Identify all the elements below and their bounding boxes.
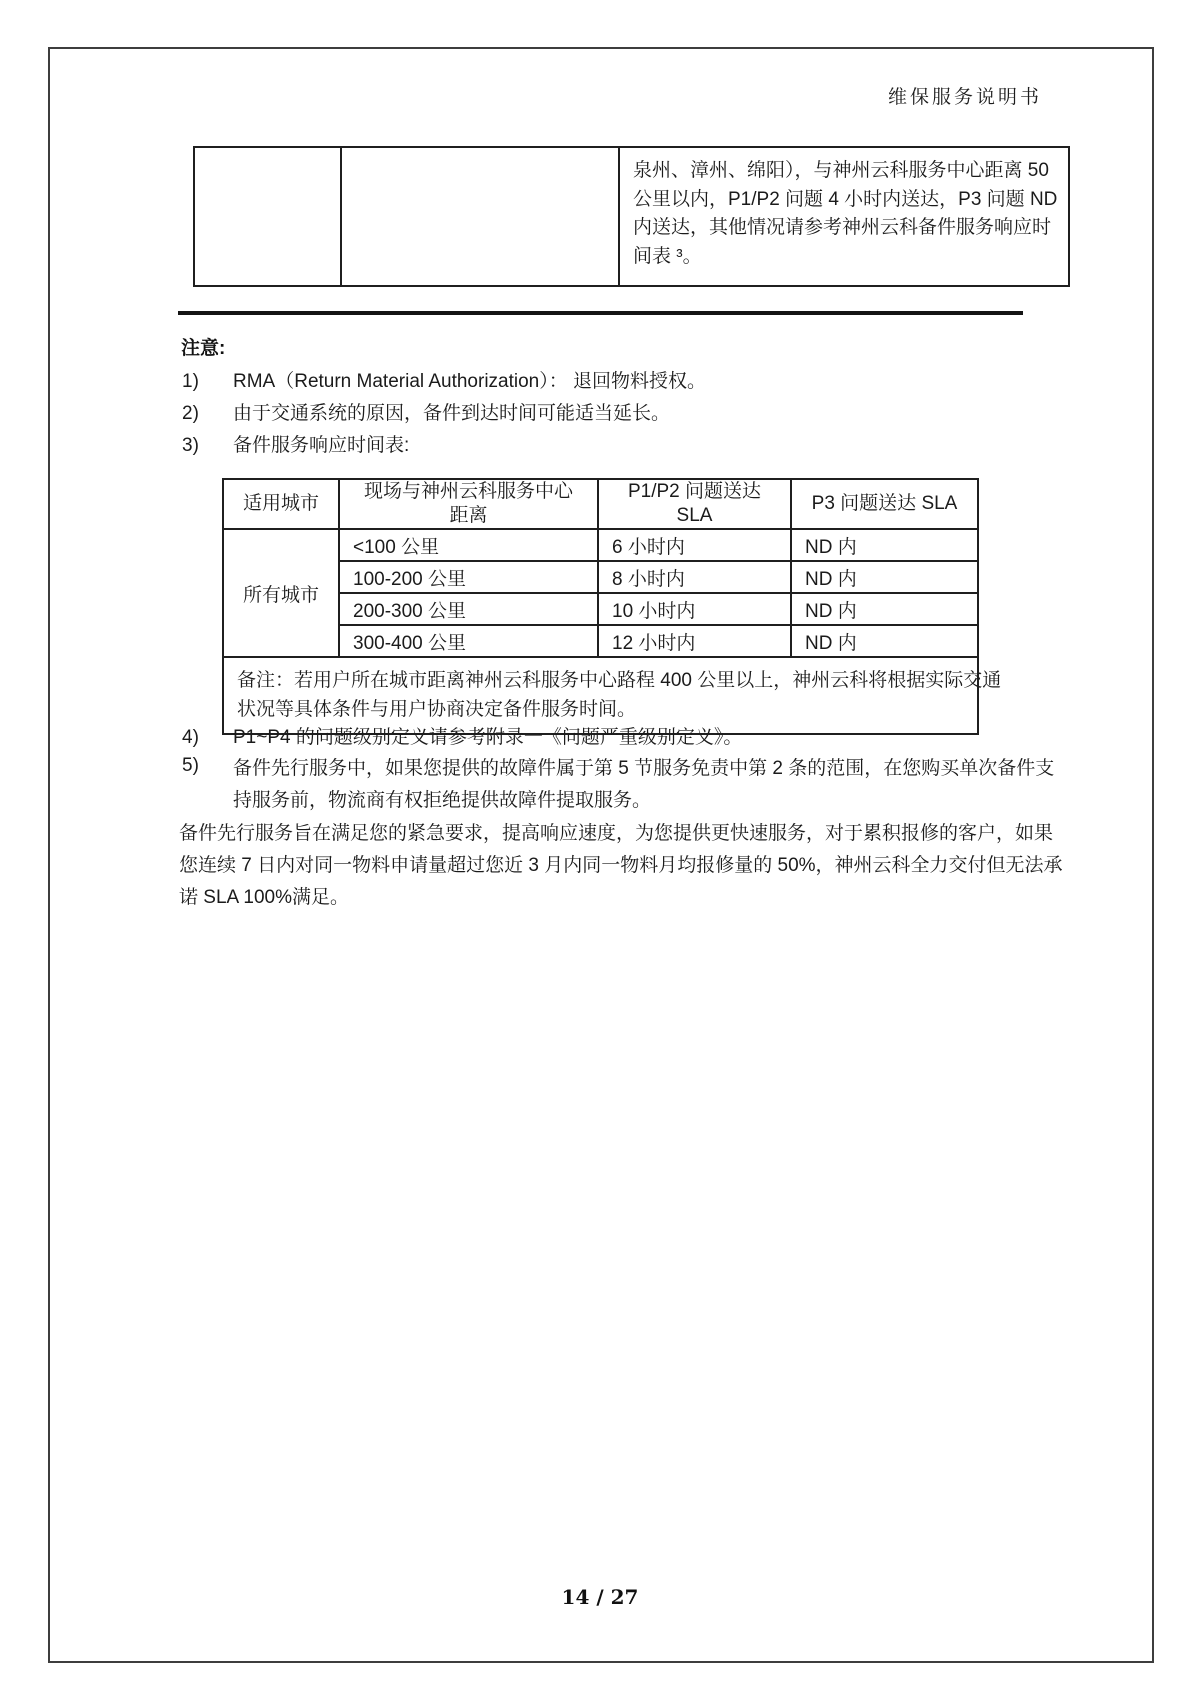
sla-header-distance: 现场与神州云科服务中心 距离 (339, 479, 598, 529)
section-divider-rule (178, 311, 1023, 315)
table-note-row (223, 657, 978, 734)
sla-header-p3: P3 问题送达 SLA (791, 479, 978, 529)
page-header-title: 维保服务说明书 (888, 86, 1043, 108)
sla-note-cell: 备注：若用户所在城市距离神州云科服务中心路程 400 公里以上，神州云科将根据实际交通 状况等具体条件与用户协商决定备件服务时间。 (223, 657, 978, 734)
sla-p1p2-cell: 6 小时内 (598, 529, 791, 561)
sla-p3-cell: ND 内 (791, 593, 978, 625)
notice-item-text: 由于交通系统的原因，备件到达时间可能适当延长。 (233, 403, 671, 424)
table-header-row (223, 479, 978, 529)
notice-item-1 (182, 369, 706, 395)
page-number: 14 / 27 (561, 1585, 639, 1609)
sla-distance-cell: 200-300 公里 (339, 593, 598, 625)
sla-header-p1p2: P1/P2 问题送达 SLA (598, 479, 791, 529)
notice-item-text: RMA（Return Material Authorization）： 退回物料授权。 (233, 371, 707, 392)
notice-item-3 (182, 433, 409, 459)
sla-p3-cell: ND 内 (791, 625, 978, 657)
closing-paragraph: 备件先行服务旨在满足您的紧急要求，提高响应速度，为您提供更快速服务，对于累积报修的客户，如果 您连续 7 日内对同一物料申请量超过您近 3 月内同一物料月均报修量的 50%，神州云科全力交付但无法承 诺 SLA 100%满足。 (179, 823, 1063, 908)
sla-p1p2-cell: 12 小时内 (598, 625, 791, 657)
sla-p3-cell: ND 内 (791, 561, 978, 593)
notice-item-text: P1~P4 的问题级别定义请参考附录一《问题严重级别定义》。 (233, 727, 743, 748)
continuation-table-empty-cell-1 (194, 147, 341, 286)
notice-item-2 (182, 401, 670, 427)
continuation-table (193, 146, 1070, 287)
table-row (194, 147, 1069, 286)
sla-header-city: 适用城市 (223, 479, 339, 529)
sla-city-group-cell: 所有城市 (223, 529, 339, 657)
sla-distance-cell: <100 公里 (339, 529, 598, 561)
sla-distance-cell: 100-200 公里 (339, 561, 598, 593)
notice-item-text: 备件服务响应时间表: (233, 435, 410, 456)
sla-p1p2-cell: 8 小时内 (598, 561, 791, 593)
notice-item-5 (182, 753, 1054, 817)
sla-distance-cell: 300-400 公里 (339, 625, 598, 657)
sla-p3-cell: ND 内 (791, 529, 978, 561)
notice-item-4 (182, 725, 742, 751)
notice-item-number: 2) (182, 403, 199, 424)
notice-item-number: 3) (182, 435, 199, 456)
notice-item-text: 备件先行服务中，如果您提供的故障件属于第 5 节服务免责中第 2 条的范围，在您购买单次备件支 持服务前，物流商有权拒绝提供故障件提取服务。 (233, 758, 1055, 811)
notice-item-number: 4) (182, 727, 199, 748)
sla-p1p2-cell: 10 小时内 (598, 593, 791, 625)
notice-item-number: 5) (182, 755, 199, 776)
notice-item-number: 1) (182, 371, 199, 392)
continuation-table-text-cell: 泉州、漳州、绵阳），与神州云科服务中心距离 50 公里以内，P1/P2 问题 4 小时内送达，P3 问题 ND 内送达，其他情况请参考神州云科备件服务响应时 间表 ³。 (619, 147, 1069, 286)
notice-heading: 注意: (181, 338, 226, 359)
table-row (223, 529, 978, 561)
continuation-table-empty-cell-2 (341, 147, 619, 286)
sla-response-table (222, 478, 1002, 735)
